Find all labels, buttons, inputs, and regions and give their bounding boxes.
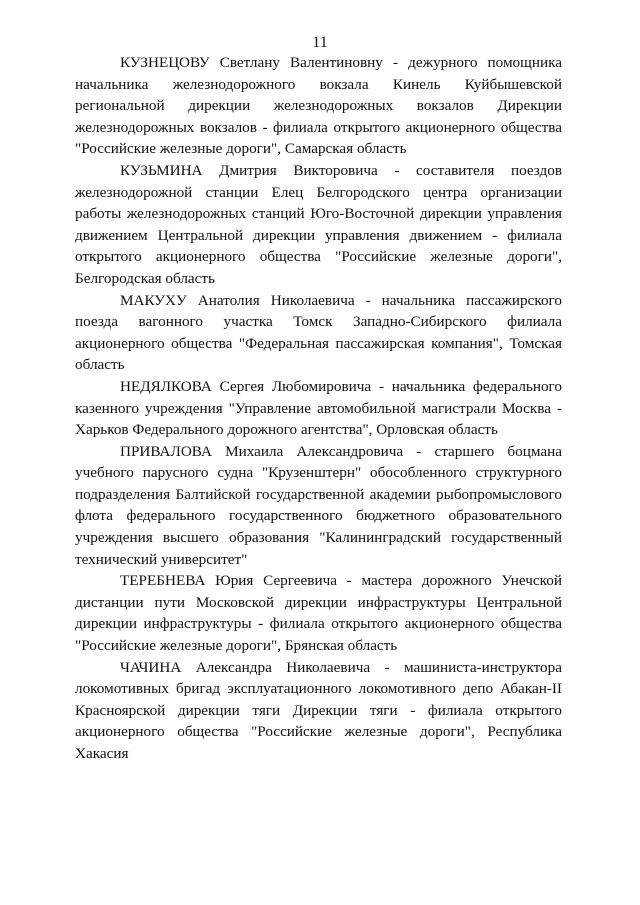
list-entry: КУЗЬМИНА Дмитрия Викторовича - составителя поездов железнодорожной станции Елец Белгородского центра организации работы железнодорожных станций Юго-Восточной дирекции управления движением Центральной дирекции управления движением - филиала открытого акционерного общества "Российские железные дороги", Белгородская область <box>75 161 562 287</box>
list-entry: ПРИВАЛОВА Михаила Александровича - старшего боцмана учебного парусного судна "Крузенштерн" обособленного структурного подразделения Балтийской государственной академии рыбопромыслового флота федерального государственного бюджетного образовательного учреждения высшего образования "Калининградский государственный технический университет" <box>75 442 562 568</box>
list-entry: МАКУХУ Анатолия Николаевича - начальника пассажирского поезда вагонного участка Томск Западно-Сибирского филиала акционерного общества "Федеральная пассажирская компания", Томская область <box>75 291 562 374</box>
list-entry: НЕДЯЛКОВА Сергея Любомировича - начальника федерального казенного учреждения "Управление автомобильной магистрали Москва - Харьков Федерального дорожного агентства", Орловская область <box>75 377 562 439</box>
list-entry: ТЕРЕБНЕВА Юрия Сергеевича - мастера дорожного Унечской дистанции пути Московской дирекции инфраструктуры Центральной дирекции инфраструктуры - филиала открытого акционерного общества "Российские железные дороги", Брянская область <box>75 572 562 655</box>
list-entry: ЧАЧИНА Александра Николаевича - машиниста-инструктора локомотивных бригад эксплуатационного локомотивного депо Абакан-II Красноярской дирекции тяги Дирекции тяги - филиала открытого акционерного общества "Российские железные дороги", Республика Хакасия <box>75 658 562 762</box>
page-number: 11 <box>312 34 328 51</box>
list-entry: КУЗНЕЦОВУ Светлану Валентиновну - дежурного помощника начальника железнодорожного вокзала Кинель Куйбышевской региональной дирекции железнодорожных вокзалов Дирекции железнодорожных вокзалов - филиала открытого акционерного общества "Российские железные дороги", Самарская область <box>75 54 562 158</box>
award-list <box>75 52 562 765</box>
